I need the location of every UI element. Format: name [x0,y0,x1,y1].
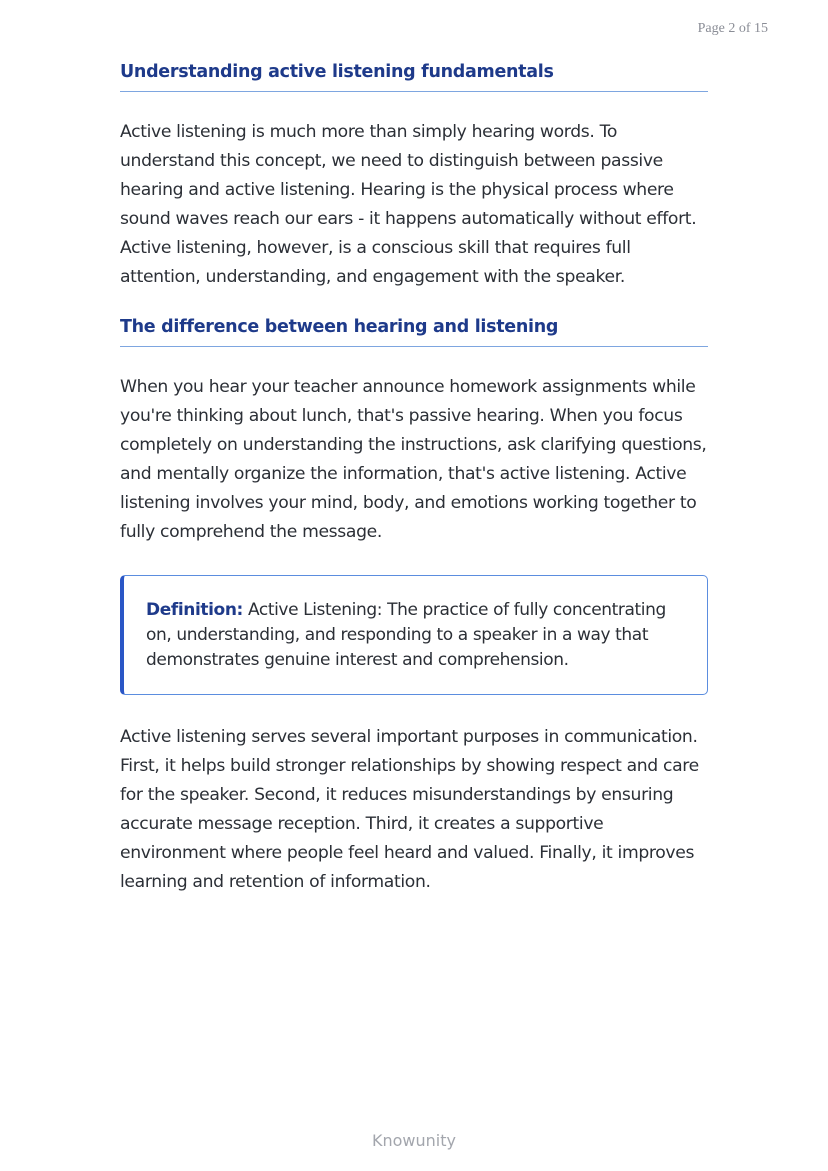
definition-label: Definition: [146,600,243,620]
definition-text-block [146,598,683,673]
page-indicator: Page 2 of 15 [697,21,768,36]
section-heading-fundamentals: Understanding active listening fundamentals [120,62,708,92]
section-paragraph-difference: When you hear your teacher announce homework assignments while you're thinking about lunch, that's passive hearing. When you focus completely on understanding the instructions, ask clarifying questions, and mentally organize the information, that's active listening. Active listening involves your mind, body, and emotions working together to fully comprehend the message. [120,377,707,542]
closing-paragraph: Active listening serves several important purposes in communication. First, it helps build stronger relationships by showing respect and care for the speaker. Second, it reduces misunderstandings by ensuring accurate message reception. Third, it creates a supportive environment where people feel heard and valued. Finally, it improves learning and retention of information. [120,727,699,892]
definition-box [120,575,708,695]
section-heading-difference: The difference between hearing and listening [120,317,708,347]
page-content [120,58,708,897]
footer-brand: Knowunity [372,1131,456,1150]
definition-text: Active Listening: The practice of fully concentrating on, understanding, and responding to a speaker in a way that demonstrates genuine interest and comprehension. [146,600,666,670]
section-paragraph-fundamentals: Active listening is much more than simply hearing words. To understand this concept, we need to distinguish between passive hearing and active listening. Hearing is the physical process where sound waves reach our ears - it happens automatically without effort. Active listening, however, is a conscious skill that requires full attention, understanding, and engagement with the speaker. [120,122,697,287]
